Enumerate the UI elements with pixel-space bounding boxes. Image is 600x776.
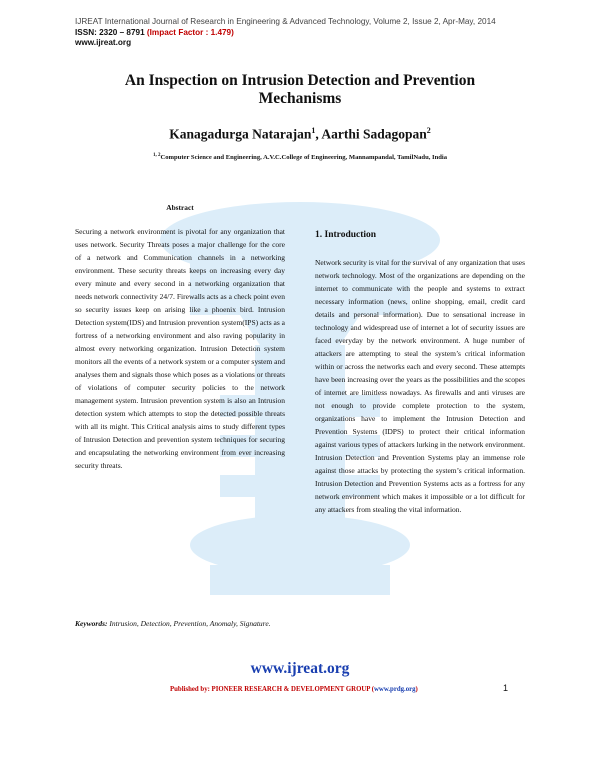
keywords <box>75 617 285 630</box>
author-1-sup: 1 <box>311 126 316 135</box>
journal-website[interactable]: www.ijreat.org <box>75 38 132 47</box>
introduction-heading: 1. Introduction <box>315 230 377 240</box>
publisher-line <box>170 686 418 693</box>
authors <box>60 126 540 143</box>
abstract-body: Securing a network environment is pivotal for any organization that uses network. Security Threats poses a major challenge for the core of a network and Communication channels in a networking environment. These security threats keeps on increasing every day every minute and every second in a networking organization that needs network connectivity 24/7. Firewalls acts as a check point even so security issues keep on arising like a phoenix bird. Intrusion Detection system(IDS) and Intrusion prevention system(IPS) acts as a fortress of a networking environment and also raving popularity in almost every networking organization. Intrusion Detection system monitors all the events of a network system or a computer system and analyses them and signals those which poses as a violations or threats of violations of computer security policies to the network management system. Intrusion prevention system is also an Intrusion detection system which attempts to stop the detected possible threats with all its might. This Critical analysis aims to study different types of Intrusion Detection and prevention system techniques for securing and encapsulating the networking environment from ever increasing security threats. <box>75 227 285 470</box>
issn-line <box>75 28 555 39</box>
impact-factor: (Impact Factor : 1.479) <box>146 27 234 37</box>
publisher-text: Published by: PIONEER RESEARCH & DEVELOPMENT GROUP ( <box>170 686 374 693</box>
title-line-1: An Inspection on Intrusion Detection and Prevention <box>124 72 476 89</box>
author-separator: , <box>315 126 322 142</box>
author-2-sup: 2 <box>426 126 431 135</box>
introduction-body: Network security is vital for the survival of any organization that uses network technology. Most of the organizations are depending on the internet to communicate with the people and systems to extract necessary information (news, online shopping, email, credit card details and personal information). Due to sensational increase in technology and widespread use of internet a lot of security issues are faced everyday by the network environment. A huge number of attackers are attempting to steal the system’s critical information within or across the networks each and every second. These attempts have been increasing over the years as the possibilities and the scopes of internet are limitless nowadays. As firewalls and anti viruses are not enough to provide complete protection to the system, organizations have to implement the Intrusion Detection and Prevention Systems (IDPS) to protect their critical information against various types of attackers lurking in the network environment. Intrusion Detection and Prevention Systems play an immense role against those attacks by protecting the system’s critical information. Intrusion Detection and Prevention Systems acts as a fortress for any network environment which makes it impossible or a lot difficult for any attackers from stealing the vital information. <box>315 258 525 514</box>
abstract-heading: Abstract <box>166 203 194 212</box>
footer-url[interactable]: www.ijreat.org <box>250 660 350 677</box>
journal-header <box>75 17 555 49</box>
affiliation-text: Computer Science and Engineering, A.V.C.College of Engineering, Mannampandal, TamilNadu, India <box>160 154 448 162</box>
issn: ISSN: 2320 – 8791 <box>75 27 147 37</box>
publisher-link[interactable]: www.prdg.org <box>374 686 416 693</box>
journal-line: IJREAT International Journal of Research in Engineering & Advanced Technology, Volume 2, Issue 2, Apr-May, 2014 <box>75 17 496 26</box>
affiliation <box>60 153 540 161</box>
author-2: Aarthi Sadagopan <box>321 126 427 142</box>
paper-title <box>60 72 540 108</box>
keywords-label: Keywords: <box>75 619 108 628</box>
affiliation-sup: 1, 2 <box>152 153 161 158</box>
publisher-close: ) <box>415 686 418 693</box>
keywords-list: Intrusion, Detection, Prevention, Anomaly, Signature. <box>107 619 271 628</box>
author-1: Kanagadurga Natarajan <box>169 126 312 142</box>
title-line-2: Mechanisms <box>258 90 342 107</box>
page-number: 1 <box>503 683 509 693</box>
